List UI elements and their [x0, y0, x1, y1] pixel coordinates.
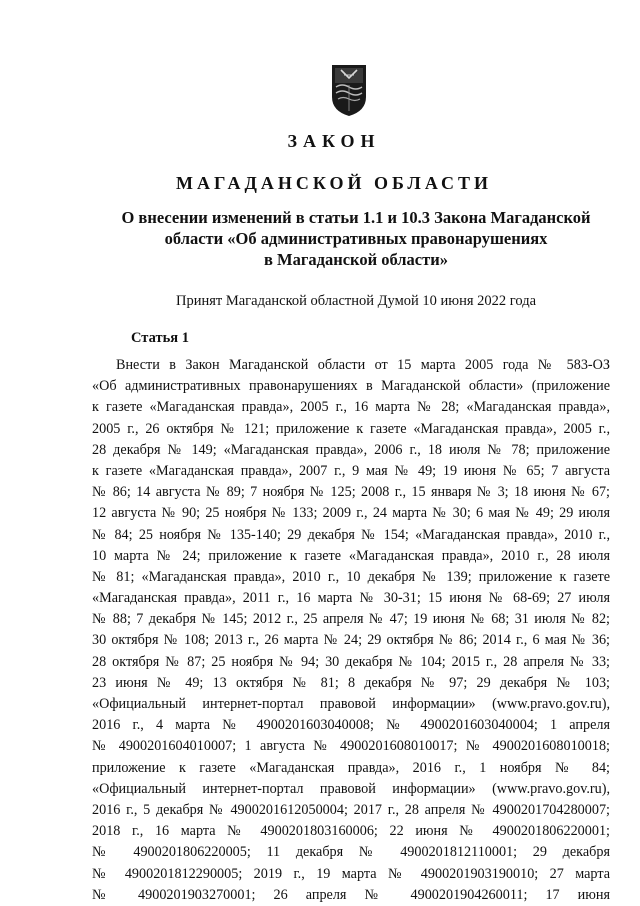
law-subject-line: области «Об административных правонарушениях — [164, 229, 548, 248]
body-text-line: № 4900201604010007; 1 августа № 4900201608010017; № 4900201608010018; — [92, 738, 610, 755]
body-text-line: 2005 г., 26 октября № 121; приложение к газете «Магаданская правда», 2005 г., — [92, 420, 610, 437]
body-text-line: к газете «Магаданская правда», 2005 г., 16 марта № 28; «Магаданская правда», — [92, 399, 610, 416]
adoption-note: Принят Магаданской областной Думой 10 июня 2022 года — [175, 293, 537, 309]
coat-of-arms-emblem — [330, 63, 368, 117]
law-subject-line: О внесении изменений в статьи 1.1 и 10.3 Закона Магаданской — [121, 208, 591, 227]
body-text-line: 23 июня № 49; 13 октября № 81; 8 декабря № 97; 29 декабря № 103; — [92, 674, 610, 691]
body-text-line: 2018 г., 16 марта № 4900201803160006; 22 июня № 4900201806220001; — [92, 823, 610, 840]
body-text-line: № 4900201806220005; 11 декабря № 4900201812110001; 29 декабря — [92, 844, 610, 861]
body-text-line: «Об административных правонарушениях в Магаданской области» (приложение — [92, 378, 610, 395]
body-text-line: к газете «Магаданская правда», 2007 г., 9 мая № 49; 19 июня № 65; 7 августа — [92, 462, 610, 479]
body-text-line: № 81; «Магаданская правда», 2010 г., 10 декабря № 139; приложение к газете — [92, 568, 610, 585]
body-text-line: «Официальный интернет-портал правовой информации» (www.pravo.gov.ru), — [92, 696, 610, 712]
body-text-line: № 4900201812290005; 2019 г., 19 марта № 4900201903190010; 27 марта — [92, 865, 610, 882]
body-text-line: 30 октября № 108; 2013 г., 26 марта № 24; 29 октября № 86; 2014 г., 6 мая № 36; — [92, 632, 610, 649]
law-title: ЗАКОН — [287, 131, 381, 151]
body-text-line: № 88; 7 декабря № 145; 2012 г., 25 апреля № 47; 19 июня № 68; 31 июля № 82; — [92, 611, 610, 628]
body-text-line: 10 марта № 24; приложение к газете «Магаданская правда», 2010 г., 28 июля — [92, 547, 610, 564]
body-text-line: 12 августа № 90; 25 ноября № 133; 2009 г., 24 марта № 30; 6 мая № 49; 29 июля — [92, 505, 610, 522]
body-text-line: приложение к газете «Магаданская правда», 2016 г., 1 ноября № 84; — [92, 759, 610, 776]
body-text-line: Внести в Закон Магаданской области от 15 марта 2005 года № 583-ОЗ — [116, 357, 610, 373]
law-subject-line: в Магаданской области» — [264, 250, 448, 269]
body-text-line: № 84; 25 ноября № 135-140; 29 декабря № 154; «Магаданская правда», 2010 г., — [92, 526, 610, 543]
body-text-line: 2016 г., 5 декабря № 4900201612050004; 2017 г., 28 апреля № 4900201704280007; — [92, 801, 610, 818]
article-title: Статья 1 — [131, 330, 189, 346]
body-text-line: № 86; 14 августа № 89; 7 ноября № 125; 2008 г., 15 января № 3; 18 июня № 67; — [92, 484, 610, 501]
body-text-line: № 4900201903270001; 26 апреля № 4900201904260011; 17 июня — [92, 886, 610, 903]
coat-of-arms-icon — [330, 63, 368, 117]
body-text-line: «Магаданская правда», 2011 г., 16 марта № 30-31; 15 июня № 68-69; 27 июля — [92, 590, 610, 607]
body-text-line: 28 октября № 87; 25 ноября № 94; 30 декабря № 104; 2015 г., 28 апреля № 33; — [92, 653, 610, 670]
region-title: МАГАДАНСКОЙ ОБЛАСТИ — [176, 173, 492, 193]
law-subject — [96, 207, 616, 270]
article-body — [92, 355, 610, 906]
body-text-line: 28 декабря № 149; «Магаданская правда», 2006 г., 18 июля № 78; приложение — [92, 441, 610, 458]
body-text-line: 2016 г., 4 марта № 4900201603040008; № 4900201603040004; 1 апреля — [92, 717, 610, 734]
body-text-line: «Официальный интернет-портал правовой информации» (www.pravo.gov.ru), — [92, 780, 610, 797]
